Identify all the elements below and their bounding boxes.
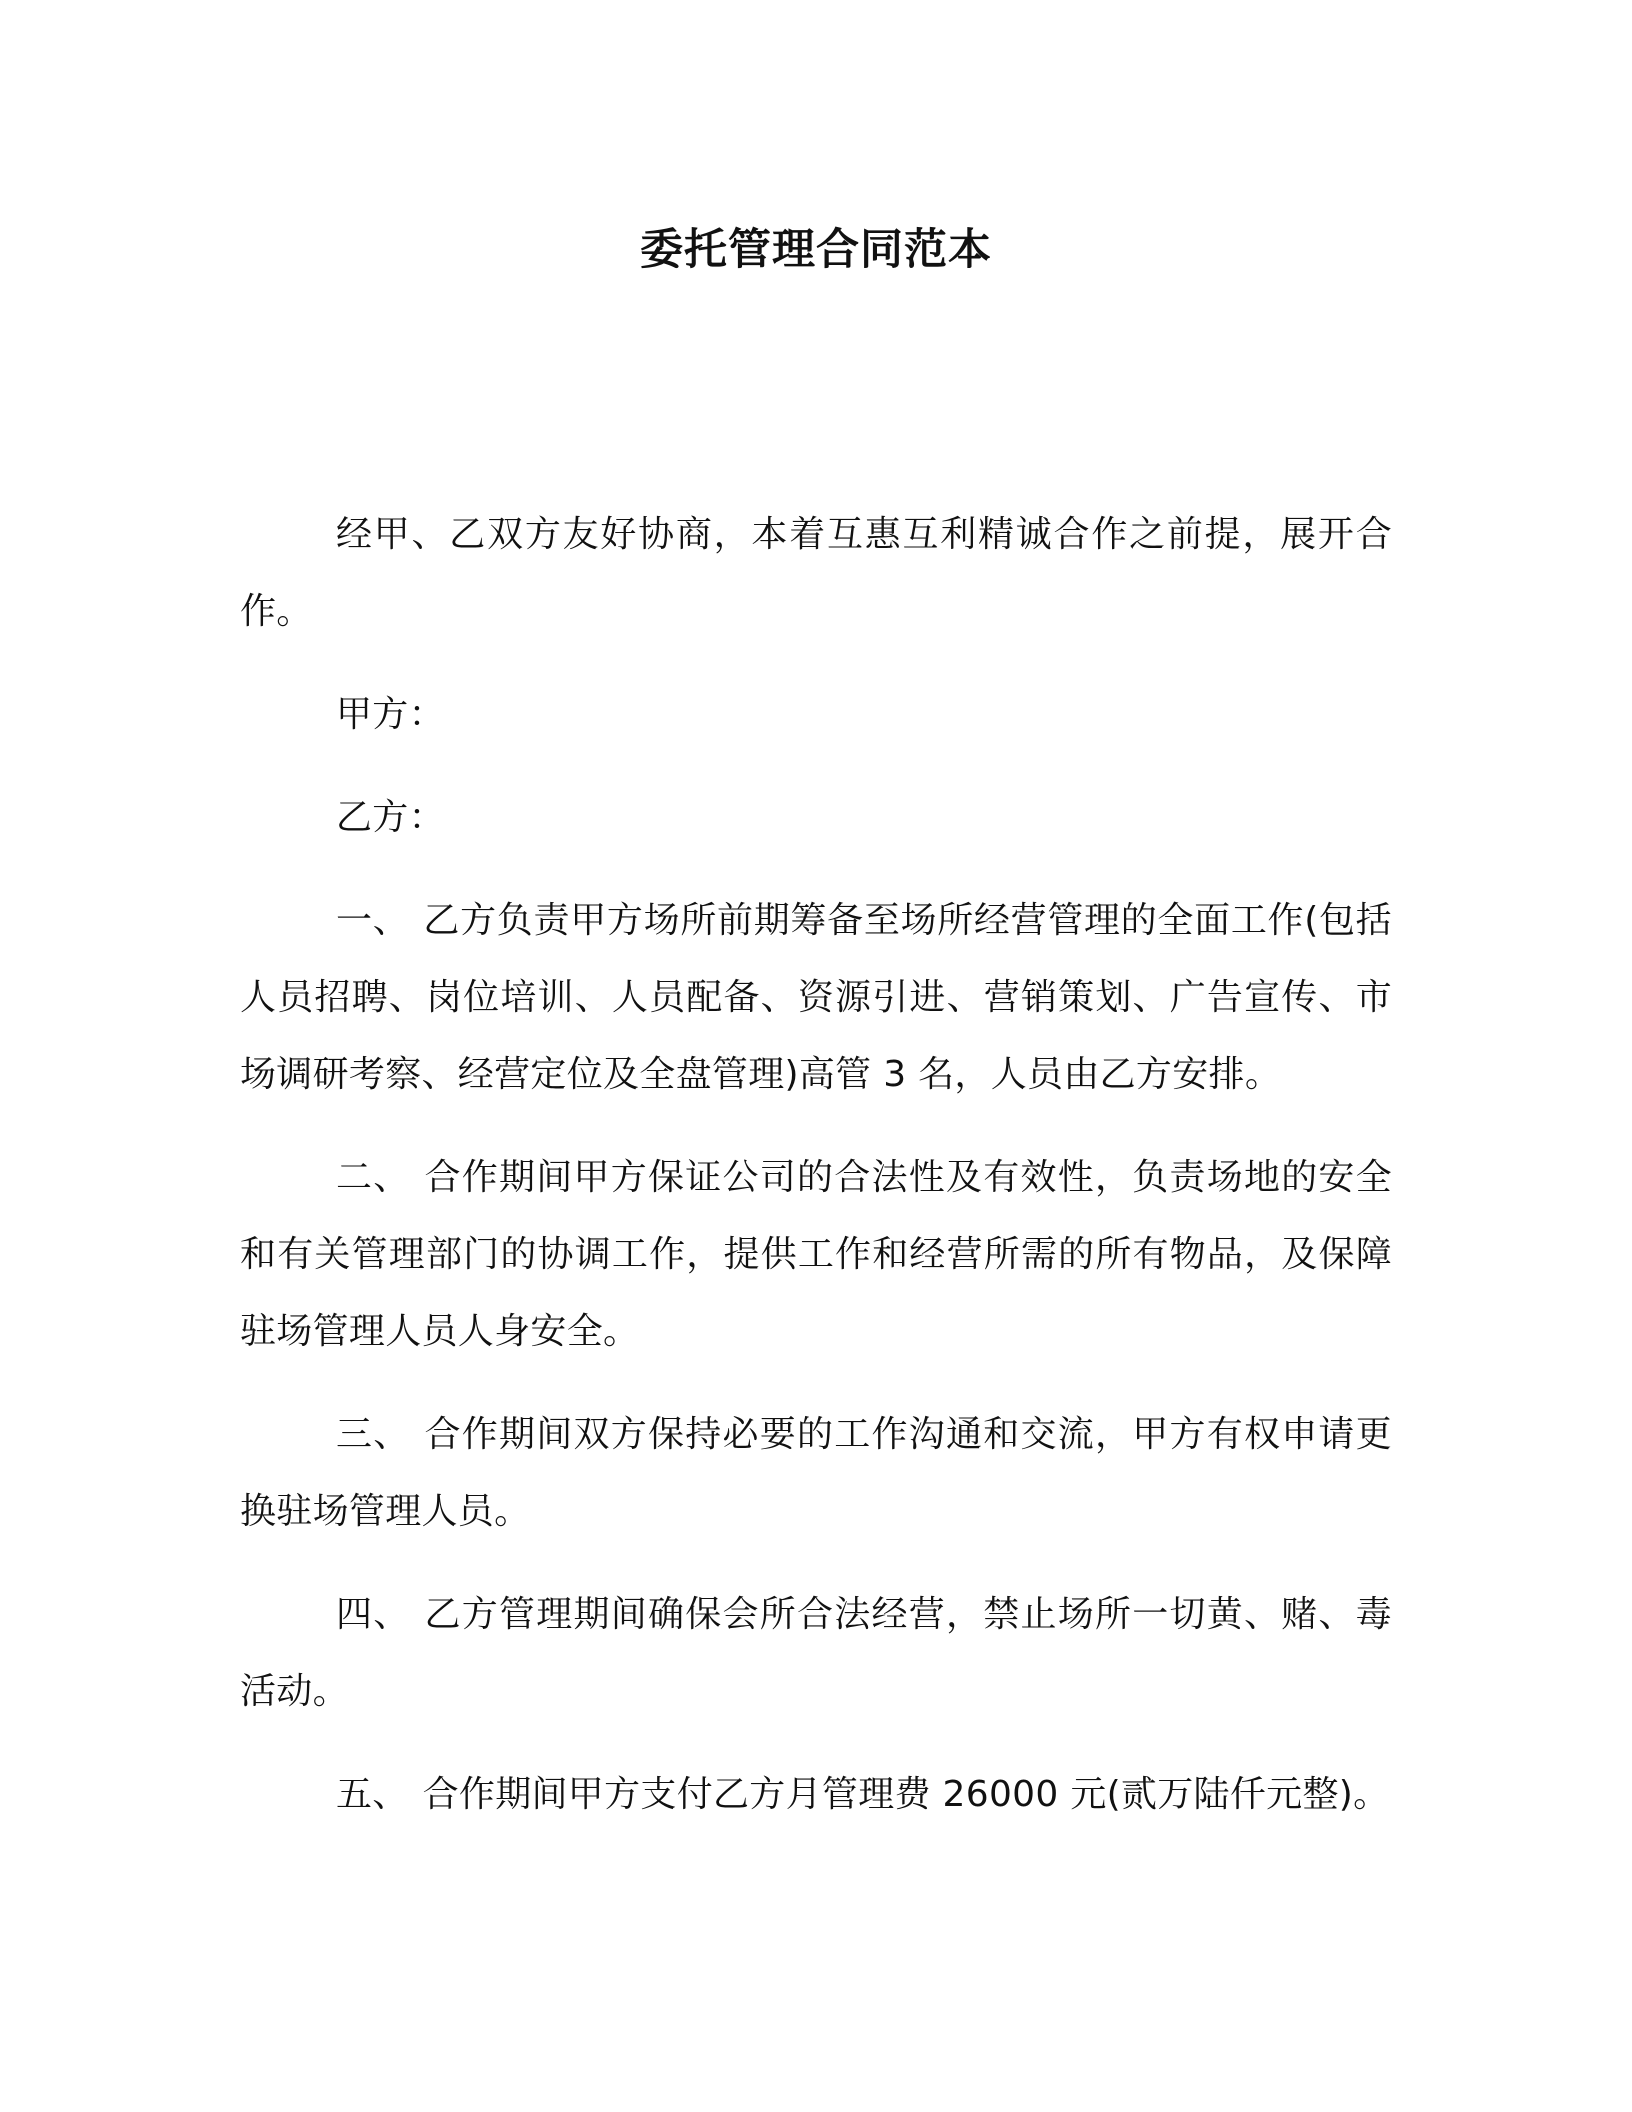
clause-3-text: 合作期间双方保持必要的工作沟通和交流，甲方有权申请更换驻场管理人员。 <box>240 1414 1392 1532</box>
clause-1 <box>240 882 1392 1113</box>
party-a-label: 甲方： <box>336 694 445 735</box>
document-body <box>240 496 1392 1859</box>
clause-3 <box>240 1396 1392 1550</box>
clause-5-text: 合作期间甲方支付乙方月管理费 26000 元(贰万陆仟元整)。 <box>422 1774 1390 1815</box>
clause-3-number: 三、 <box>336 1414 411 1455</box>
clause-1-number: 一、 <box>336 900 410 941</box>
clause-5-number: 五、 <box>336 1774 409 1815</box>
clause-1-text: 乙方负责甲方场所前期筹备至场所经营管理的全面工作(包括人员招聘、岗位培训、人员配备、资源引进、营销策划、广告宣传、市场调研考察、经营定位及全盘管理)高管 3 名，人员由乙方安排。 <box>240 900 1392 1095</box>
intro-paragraph: 经甲、乙双方友好协商，本着互惠互利精诚合作之前提，展开合作。 <box>240 514 1392 632</box>
clause-4 <box>240 1576 1392 1730</box>
clause-2 <box>240 1139 1392 1370</box>
clause-5 <box>240 1756 1392 1833</box>
party-b-label: 乙方： <box>336 797 445 838</box>
clause-4-text: 乙方管理期间确保会所合法经营，禁止场所一切黄、赌、毒活动。 <box>240 1594 1392 1712</box>
clause-4-number: 四、 <box>336 1594 411 1635</box>
document-title: 委托管理合同范本 <box>640 225 992 275</box>
clause-2-text: 合作期间甲方保证公司的合法性及有效性，负责场地的安全和有关管理部门的协调工作，提供工作和经营所需的所有物品，及保障驻场管理人员人身安全。 <box>240 1157 1392 1352</box>
clause-2-number: 二、 <box>336 1157 411 1198</box>
